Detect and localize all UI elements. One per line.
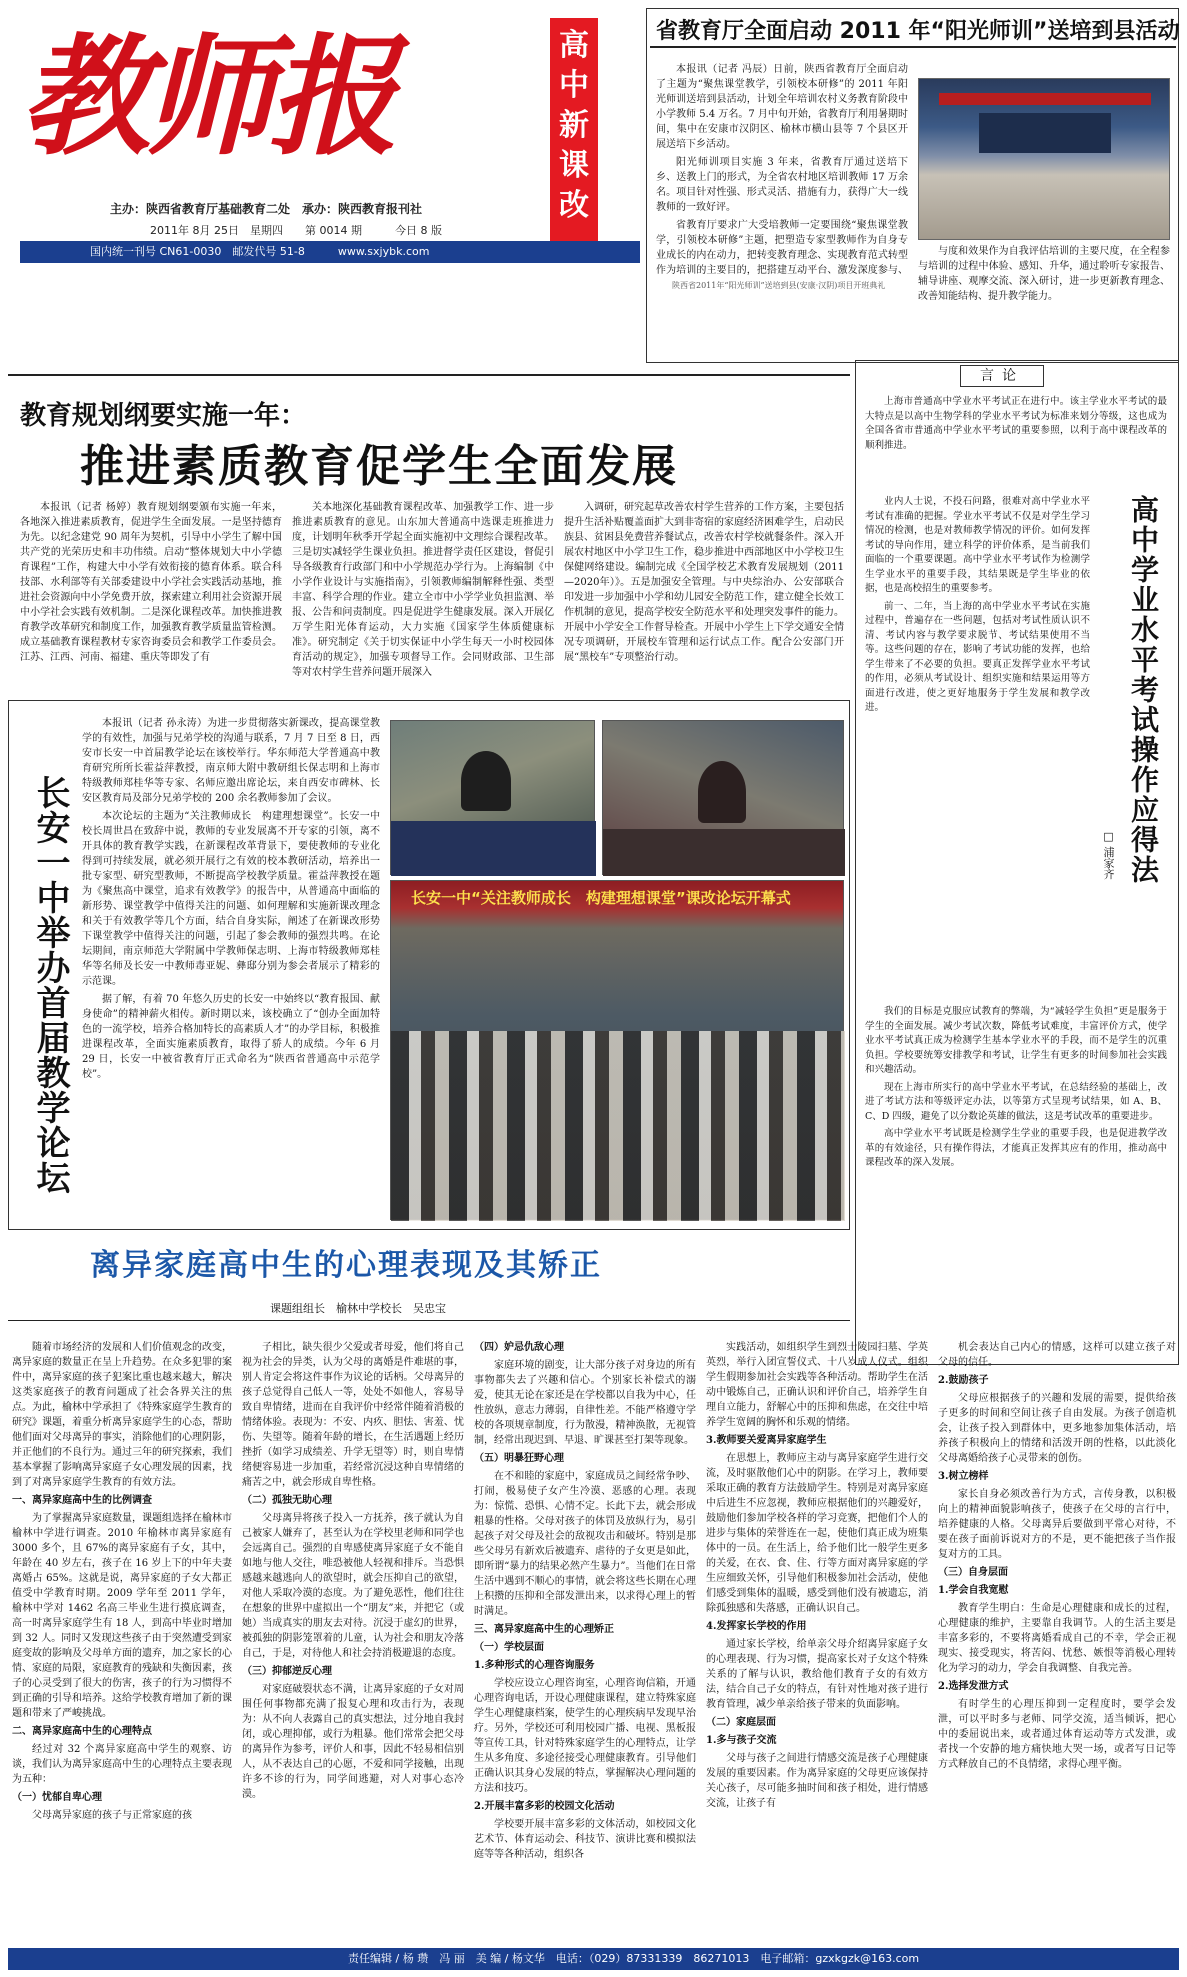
bottom-col1 xyxy=(12,1340,232,1940)
bottom-subheading: （四）妒忌仇敌心理 xyxy=(474,1342,564,1353)
bottom-subheading: 2.开展丰富多彩的校园文化活动 xyxy=(474,1801,615,1812)
bottom-paragraph: 父母离异家庭的孩子与正常家庭的孩 xyxy=(32,1810,192,1821)
bottom-paragraph: 子相比，缺失很少父爱或者母爱，他们将自己视为社会的异类，认为父母的离婚是件难堪的事，别人肯定会将这件事作为议论的话柄。父母离异的孩子总觉得自己低人一等，处处不如他人，容易导致自卑情绪，进而在自我评价中经常伴随着消极的情绪体验。表现为：不安、内疚、胆怯、害羞、忧伤、失望等。随着年龄的增长，在生活遇题上经历挫折（如学习成绩差、升学无望等）时，则自卑情绪便容易进一步加重，若经常沉浸这种自卑情绪的痛苦之中，就会形成自卑性格。 xyxy=(242,1342,464,1488)
footer-bar: 责任编辑 / 杨 瓒 冯 丽 美 编 / 杨文华 电话：（029）87331339 86271013 电子邮箱：gzxkgzk@163.com xyxy=(8,1948,1179,1970)
bottom-byline: 课题组组长 榆林中学校长 吴忠宝 xyxy=(270,1302,446,1315)
feature-paragraph: 与度和效果作为自我评估培训的主要尺度，在全程参与培训的过程中体验、感知、升华，通过聆听专家报告、辅导讲座、观摩交流、深入研讨，进一步更新教育理念、改善知能结构、提升教学能力。 xyxy=(918,246,1170,302)
lead-paragraph: 入调研，研究起草改善农村学生营养的工作方案，主要包括提升生活补贴覆盖面扩大到非寄宿的家庭经济困难学生，启动民族县、贫困县免费营养餐试点，改善农村学校就餐条件。深入开展农村地区中小学卫生工作，稳步推进中西部地区中小学校卫生保健网络建设。编制完成《全国学校艺术教育发展规划（2011—2020年）》。五是加强安全管理。与中央综治办、公安部联合印发进一步加强中小学和幼儿园安全防范工作，建立健全长效工作机制的意见，提高学校安全防范水平和处理突发事件的能力。开展中小学安全工作督导检查。开展中小学生上下学交通安全情况专项调研，开展校车管理和运行试点工作。配合公安部门开展“黑校车”专项整治行动。 xyxy=(564,502,844,663)
speaker-photo-2 xyxy=(602,720,844,875)
bottom-paragraph: 学校要开展丰富多彩的文体活动，如校园文化艺术节、体育运动会、科技节、演讲比赛和模拟法庭等等各种活动，组织各 xyxy=(474,1819,696,1860)
commentary-intro xyxy=(865,395,1167,490)
bottom-subheading: 2.选择发泄方式 xyxy=(938,1681,1009,1692)
feature-paragraph: 阳光师训项目实施 3 年来，省教育厅通过送培下乡、送教上门的形式，为全省农村地区培训教师 17 万余名。项目针对性强、形式灵活、措施有力，获得广大一线教师的一致好评。 xyxy=(656,157,908,213)
bottom-subheading: 三、离异家庭高中生的心理矫正 xyxy=(474,1624,614,1635)
changan-paragraph: 据了解，有着 70 年悠久历史的长安一中始终以“教育报国、献身使命”的精神薪火相传。新时期以来，该校确立了“创办全面加特色的一流学校，培养合格加特长的高素质人才”的办学目标，积极推进课程改革，全面实施素质教育，取得了骄人的成绩。今年 6 月 29 日，长安一中被省教育厅正式命名为“陕西省普通高中示范学校”。 xyxy=(82,994,380,1080)
bottom-subheading: （三）自身层面 xyxy=(938,1567,1008,1578)
photo-caption-text: 陕西省2011年“阳光师训”送培到县(安康·汉阴)项目开班典礼 xyxy=(672,281,886,290)
bottom-headline: 离异家庭高中生的心理表现及其矫正 xyxy=(90,1248,602,1283)
bottom-subheading: （五）明暴狂野心理 xyxy=(474,1453,564,1464)
feature-text-col1 xyxy=(656,62,908,277)
feature-photo-caption xyxy=(656,280,908,358)
speaker-desk xyxy=(391,821,596,876)
bottom-paragraph: 对家庭破裂状态不满，让离异家庭的子女对周围任何事物都充满了报复心理和攻击行为，表现为：从不向人表露自己的真实想法，过分地自我封闭，或心理抑郁，或行为粗暴。他们常常会把父母的离异作为参考，评价人和事，因此不轻易相信别人，从不表达自己的心愿，不爱和同学接触，出现许多不诊的行为，同学间逃避，对人对事心态冷漠。 xyxy=(242,1684,464,1800)
bottom-paragraph: 通过家长学校，给单亲父母介绍离异家庭子女的心理表现、行为习惯，提高家长对子女这个特殊关系的了解与认识，教给他们教育子女的有效方法，结合自己子女的特点，有针对性地对孩子进行教育管理，减少单亲给孩子带来的负面影响。 xyxy=(706,1639,928,1710)
bottom-paragraph: 父母与孩子之间进行情感交流是孩子心理健康发展的重要因素。作为离异家庭的父母更应该保持关心孩子，尽可能多抽时间和孩子相处，进行情感交流，让孩子有 xyxy=(706,1753,928,1809)
bottom-paragraph: 学校应设立心理咨询室，心理咨询信箱，开通心理咨询电话，开设心理健康课程，建立特殊家庭学生心理健康档案，使学生的心理疾病早发现早治疗。另外，学校还可利用校园广播、电视、黑板报等宣传工具，针对特殊家庭学生的心理特点，让学生从多角度、多途径接受心理健康教育。引导他们正确认识其身心发展的特点，掌握解决心理问题的方法和技巧。 xyxy=(474,1678,696,1794)
changan-text xyxy=(82,716,380,1221)
masthead-sponsors: 主办：陕西省教育厅基础教育二处 承办：陕西教育报刊社 xyxy=(110,202,423,216)
bottom-paragraph: 实践活动，如组织学生到烈士陵园扫墓、学英英烈，举行入团宣誓仪式、十八岁成人仪式。组织学生假期参加社会实践等各种活动。帮助学生在活动中锻炼自己，正确认识和评价自己，培养学生自理自立能力，舒解心中的压抑和焦虑，在交往中培养学生宽阔的胸怀和乐观的情绪。 xyxy=(706,1342,928,1428)
bottom-subheading: 4.发挥家长学校的作用 xyxy=(706,1621,807,1632)
bottom-paragraph: 随着市场经济的发展和人们价值观念的改变，离异家庭的数量正在呈上升趋势。在众多犯罪的案件中，离异家庭的孩子犯案比重也越来越大，解决这类家庭孩子的教育问题成了社会各界关注的焦点。为此，榆林中学承担了《特殊家庭学生教育的研究》课题，着重分析离异家庭学生的心态，帮助他们面对父母离异的事实，消除他们的心理阴影，并正他们的不良行为。通过三年的研究探索，我们基本掌握了影响离异家庭子女心理发展的因素，找到了对离异家庭学生教育的有效方法。 xyxy=(12,1342,232,1488)
speaker-figure xyxy=(461,751,511,811)
bottom-subheading: 二、离异家庭高中生的心理特点 xyxy=(12,1726,152,1737)
commentary-paragraph: 业内人士说，不投石问路，很难对高中学业水平考试有准确的把握。学业水平考试不仅是对学生学习情况的检测，也是对教师教学情况的评价。如何发挥考试的导向作用，建立科学的评价体系，是当前我们面临的一个重要课题。高中学业水平考试作为检测学生学业水平的重要手段，其结果既是学生毕业的依据，也是高校招生的重要参考。 xyxy=(865,496,1090,594)
changan-title: 长安一中举办首届教学论坛 xyxy=(30,775,70,1195)
feature-headline: 省教育厅全面启动 2011 年“阳光师训”送培到县活动 xyxy=(656,19,1180,44)
bottom-subheading: 2.鼓励孩子 xyxy=(938,1375,989,1386)
masthead-issue-bar: 国内统一刊号 CN61-0030 邮发代号 51-8 www.sxjybk.com xyxy=(20,241,640,263)
changan-paragraph: 本次论坛的主题为“关注教师成长 构建理想课堂”。长安一中校长周世昌在致辞中说，教师的专业发展离不开专家的引领，离不开具体的教育教学实践，在新课程改革背景下，要使教师的专业化得到可持续发展，就必须开展行之有效的校本教研活动，培养出一批专家型、研究型教师，不断提高学校教学质量。霍益萍教授在题为《聚焦高中课堂，追求有效教学》的报告中，从普通高中面临的新形势、课堂教学中值得关注的问题、如何理解和实施新课改理念和关于有效教学等几个方面，结合自身实际，阐述了在新课改形势下课堂教学中值得关注的问题，引起了参会教师的强烈共鸣。在论坛期间，南京师范大学附属中学教师保志明、上海市特级教师郑桂华等名师及长安一中教师毒亚妮、彝邸分别为参会者展示了精彩的示范课。 xyxy=(82,811,380,987)
bottom-paragraph: 经过对 32 个离异家庭高中学生的观察、访谈，我们认为离异家庭高中生的心理特点主要表现为五种： xyxy=(12,1744,232,1785)
bottom-paragraph: 在思想上，教师应主动与离异家庭学生进行交流，及时驱散他们心中的阴影。在学习上，教师要采取正确的教育方法鼓励学生。特别是对离异家庭中后进生不应忽视，教师应根据他们的兴趣爱好，鼓励他们参加学校各样的学习竞赛，把他们个人的进步与集体的荣誉连在一起，使他们真正成为班集体中的一员。在生活上，给予他们比一般学生更多的关爱，在衣、食、住、行等方面对离异家庭的学生应细致关怀，引导他们积极参加社会活动，使他们感受到集体的温暖，感受到他们没有被遗忘，消除孤独感和失落感，正确认识自己。 xyxy=(706,1453,928,1614)
bottom-subheading: （三）抑郁逆反心理 xyxy=(242,1666,332,1677)
lead-col1 xyxy=(20,500,282,690)
masthead-title: 教师报 xyxy=(20,20,393,173)
feature-divider xyxy=(650,46,1176,48)
bottom-subheading: 3.教师要关爱离异家庭学生 xyxy=(706,1435,827,1446)
bottom-paragraph: 父母应根据孩子的兴趣和发展的需要，提供给孩子更多的时间和空间让孩子自由发展。为孩子创造机会，让孩子投入到群体中，更多地参加集体活动，培养孩子积极向上的情绪和活泼开朗的性格，以此淡化父母离婚给孩子心灵带来的创伤。 xyxy=(938,1393,1176,1464)
commentary-paragraph: 现在上海市所实行的高中学业水平考试，在总结经验的基础上，改进了考试方法和等级评定办法，以等第方式呈现考试结果，如 A、B、C、D 四级，避免了以分数论英雄的做法，这是考试改革的重要进步。 xyxy=(865,1081,1167,1122)
feature-paragraph: 省教育厅要求广大受培教师一定要围绕“聚焦课堂教学，引领校本研修”主题，把塑造专家型教师作为自身专业成长的内在动力，把转变教育理念、实现教育范式转型作为培训的主要目的，把搭建互动平台、激发深度参与、 xyxy=(656,220,908,276)
bottom-subheading: 3.树立榜样 xyxy=(938,1471,989,1482)
bottom-col2 xyxy=(242,1340,464,1940)
commentary-paragraph: 上海市普通高中学业水平考试正在进行中。该主学业水平考试的最大特点是以高中生物学科的学业水平考试为标准来划分等级，这也成为全国各省市普通高中学业水平考试的重要参照，以利于高中课程改革的顺利推进。 xyxy=(865,396,1167,451)
photo-banner-strip xyxy=(939,93,1151,105)
commentary-tag: 言论 xyxy=(960,365,1044,387)
changan-paragraph: 本报讯（记者 孙永涛）为进一步贯彻落实新课改，提高课堂教学的有效性，加强与兄弟学校的沟通与联系，7 月 7 日至 8 日，西安市长安一中首届教学论坛在该校举行。华东师范大学普通高中教育研究所所长霍益萍教授，南京师大附中教研组长保志明和上海市特级教师郑桂华等专家、名师应邀出席论坛，来自西安市碑林、长安区教育局及部分兄弟学校的 200 余名教师参加了会议。 xyxy=(82,718,380,804)
bottom-subheading: 一、离异家庭高中生的比例调查 xyxy=(12,1495,152,1506)
forum-banner-text: 长安一中“关注教师成长 构建理想课堂”课改论坛开幕式 xyxy=(411,889,791,907)
bottom-subheading: （一）学校层面 xyxy=(474,1642,544,1653)
audience-rows xyxy=(391,1031,845,1221)
bottom-paragraph: 父母离异将孩子投入一方抚养，孩子就认为自己被家人嫌弃了，甚至认为在学校里老师和同学也会远离自己。强烈的自卑感使离异家庭子女不能自如地与他人交往，唯恐被他人轻视和排斥。当恐惧感越来越逃向人的欲望时，就会压抑自己的欲望，对他人采取冷漠的态度。为了避免恶性，他们往往在想象的世界中虚拟出一个“朋友”来，并把它（或她）当成真实的朋友去对待。沉浸于虚幻的世界，被孤独的阴影笼罩着的儿童，认为社会和朋友冷落自己，于是，对待他人和社会持消极避退的态度。 xyxy=(242,1513,464,1659)
bottom-paragraph: 机会表达自己内心的情感，这样可以建立孩子对父母的信任。 xyxy=(938,1342,1176,1368)
feature-paragraph: 本报讯（记者 冯辰）日前，陕西省教育厅全面启动了主题为“聚焦课堂教学，引领校本研修”的 2011 年阳光师训送培到县活动，计划全年培训农村义务教育阶段中小学教师 5.4 万名。7 月中旬开始，省教育厅利用暑期时间，集中在安康市汉阴区、榆林市横山县等 7 个县区开展送培下乡活动。 xyxy=(656,64,908,150)
commentary-title: 高中学业水平考试操作应得法 xyxy=(1127,495,1160,885)
bottom-subheading: 1.多种形式的心理咨询服务 xyxy=(474,1660,595,1671)
bottom-paragraph: 为了掌握离异家庭数量，课题组选择在榆林市榆林中学进行调查。2010 年榆林市离异家庭有 3000 多个，且 67%的离异家庭有子女，其中，年龄在 40 岁左右，孩子在 16 岁上下的中年夫妻离婚占 65%。这就是说，离异家庭的子女大都正值受中学教育时期。2009 学年至 2011 学年，榆林中学对 1462 名高三毕业生进行摸底调查，高一时离异家庭学生有 18 人，到高中毕业时增加到 32 人。同时又发现这些孩子由于突然遭受到家庭变故的影响及父母单方面的遗弃，加之家长的心情、家庭的局限，家庭教育的残缺和失衡因素，孩子的心灵受到了很大的伤害，孩子的行为习惯得不到正确的引导和培养。这给学校教育增加了新的课题和带来了严峻挑战。 xyxy=(12,1513,232,1719)
lead-col3 xyxy=(564,500,844,690)
lead-headline: 推进素质教育促学生全面发展 xyxy=(80,441,678,492)
commentary-author: □ 浦家齐 xyxy=(1102,830,1115,880)
masthead-dateline: 2011年 8月 25日 星期四 第 0014 期 今日 8 版 xyxy=(150,224,442,237)
bottom-paragraph: 在不和睦的家庭中，家庭成员之间经常争吵、打闹，极易使子女产生冷漠、恶感的心理。表现为：惊慌、恐惧、心情不定。长此下去，就会形成粗暴的性格。父母对孩子的体罚及放纵行为，易引起孩子对父母及社会的敌视攻击和破坏。特别是那些父母另有新欢后被遗弃、虐待的子女更是如此，即所谓“暴力的结果必然产生暴力”。当他们在日常生活中遇到不顺心的事情，就会将这些长期在心理上积攒的压抑和全部发泄出来，以求得心理上的暂时满足。 xyxy=(474,1471,696,1617)
commentary-col-narrow xyxy=(865,495,1090,1000)
commentary-paragraph: 我们的目标是克服应试教育的弊端，为“减轻学生负担”更是服务于学生的全面发展。减少考试次数，降低考试难度，丰富评价方式，使学业水平考试真正成为检测学生基本学业水平的手段，而不是学生的沉重负担。学校要统筹安排教学和考试，让学生有更多的时间参加社会实践和兴趣活动。 xyxy=(865,1006,1167,1075)
bottom-subheading: （二）家庭层面 xyxy=(706,1717,776,1728)
bottom-subheading: 1.学会自我宽慰 xyxy=(938,1585,1009,1596)
bottom-subheading: （一）忧郁自卑心理 xyxy=(12,1792,102,1803)
commentary-col-wide xyxy=(865,1005,1167,1360)
speaker-photo-1 xyxy=(390,720,595,875)
lead-top-rule xyxy=(8,374,850,376)
speaker-desk xyxy=(603,829,845,876)
lead-col2 xyxy=(292,500,554,690)
commentary-paragraph: 前一、二年，当上海的高中学业水平考试在实施过程中，普遍存在一些问题，包括对考试性质认识不清、考试内容与教学要求脱节、考试结果使用不当等。这些问题的存在，影响了考试功能的发挥，也给学生带来了不必要的负担。要真正发挥学业水平考试的作用，必须从考试设计、组织实施和结果运用等方面进行改进，使之更好地服务于学生发展和教学改进。 xyxy=(865,600,1090,713)
bottom-col4 xyxy=(706,1340,928,1940)
edition-banner: 高中新课改 xyxy=(550,18,598,258)
bottom-subheading: 1.多与孩子交流 xyxy=(706,1735,777,1746)
bottom-col3 xyxy=(474,1340,696,1940)
bottom-paragraph: 家长自身必须改善行为方式，言传身教，以积极向上的精神面貌影响孩子，使孩子在父母的言行中，培养健康的人格。父母离异后要做到平常心对待，不要在孩子面前诉说对方的不是，更不能把孩子当作报复对方的工具。 xyxy=(938,1489,1176,1560)
bottom-paragraph: 有时学生的心理压抑到一定程度时，要学会发泄，可以平时多与老师、同学交流，适当倾诉，把心中的委屈说出来，或者通过体育运动等方式发泄，或者找一个安静的地方痛快地大哭一场，或者写日记等方式释放自己的不良情绪，求得心理平衡。 xyxy=(938,1699,1176,1770)
feature-text-col2 xyxy=(918,244,1170,359)
bottom-paragraph: 家庭环境的剧变，让大部分孩子对身边的所有事物都失去了兴趣和信心。个别家长补偿式的溺爱，使其无论在家还是在学校都以自我为中心，任性放纵，意志力薄弱，自律性差。不能严格遵守学校的各项规章制度，行为散漫，精神涣散，无视管制，经常出现迟到、早退、旷课甚至打架等现象。 xyxy=(474,1360,696,1446)
bottom-rule xyxy=(8,1320,850,1321)
bottom-col5 xyxy=(938,1340,1176,1940)
speaker-figure xyxy=(698,761,746,823)
lead-paragraph: 关本地深化基础教育课程改革、加强教学工作、进一步推进素质教育的意见。山东加大普通高中选课走班推进力度，计划明年秋季开学起全面实施初中文理综合课程改革。三是切实减轻学生课业负担。推进督学责任区建设，督促引导各级教育行政部门和中小学规范办学行为。上海编制《中小学作业设计与实施指南》，引领教师编制解释性强、类型丰富、科学合理的作业。建立全市中小学学业负担监测、举报、公告和问责制度。四是促进学生健康发展。深入开展亿万学生阳光体育运动，大力实施《国家学生体质健康标准》。研究制定《关于切实保证中小学生每天一小时校园体育活动的规定》，加强专项督导工作。会同财政部、卫生部等对农村学生营养问题开展深入 xyxy=(292,502,554,678)
feature-photo xyxy=(918,78,1170,240)
bottom-subheading: （二）孤独无助心理 xyxy=(242,1495,332,1506)
lead-paragraph: 本报讯（记者 杨婷）教育规划纲要颁布实施一年来，各地深入推进素质教育，促进学生全面发展。一是坚持德育为先。以纪念建党 90 周年为契机，引导中小学生了解中国共产党的光荣历史和丰功伟绩。启动“整体规划大中小学德育课程”工作，构建大中小学有效衔接的德育体系。联合科技部、水利部等有关部委建设中小学社会实践活动基地，推进社会资源向中小学免费开放，探索建立利用社会资源开展中小学社会实践有效机制。二是深化课程改革。加快推进教育教学改革研究和制度工作，加强教育教学质量监管检测。成立基础教育课程教材专家咨询委员会和教学工作委员会。江苏、江西、河南、福建、重庆等即发了有 xyxy=(20,502,282,663)
bottom-paragraph: 教育学生明白：生命是心理健康和成长的过程，心理健康的维护，主要靠自我调节。人的生活主要是丰富多彩的，不要将离婚看成自己的不幸，学会正视现实、接受现实，将苦闷、忧愁、嫉恨等消极心理转化为学习的动力，学会自我调整、自我完善。 xyxy=(938,1603,1176,1674)
lead-kicker: 教育规划纲要实施一年： xyxy=(20,401,307,431)
commentary-paragraph: 高中学业水平考试既是检测学生学业的重要手段，也是促进教学改革的有效途径，只有操作得法，才能真正发挥其应有的作用，推动高中课程改革的深入发展。 xyxy=(865,1128,1167,1168)
photo-stage xyxy=(979,113,1111,153)
forum-audience-photo xyxy=(390,880,844,1220)
